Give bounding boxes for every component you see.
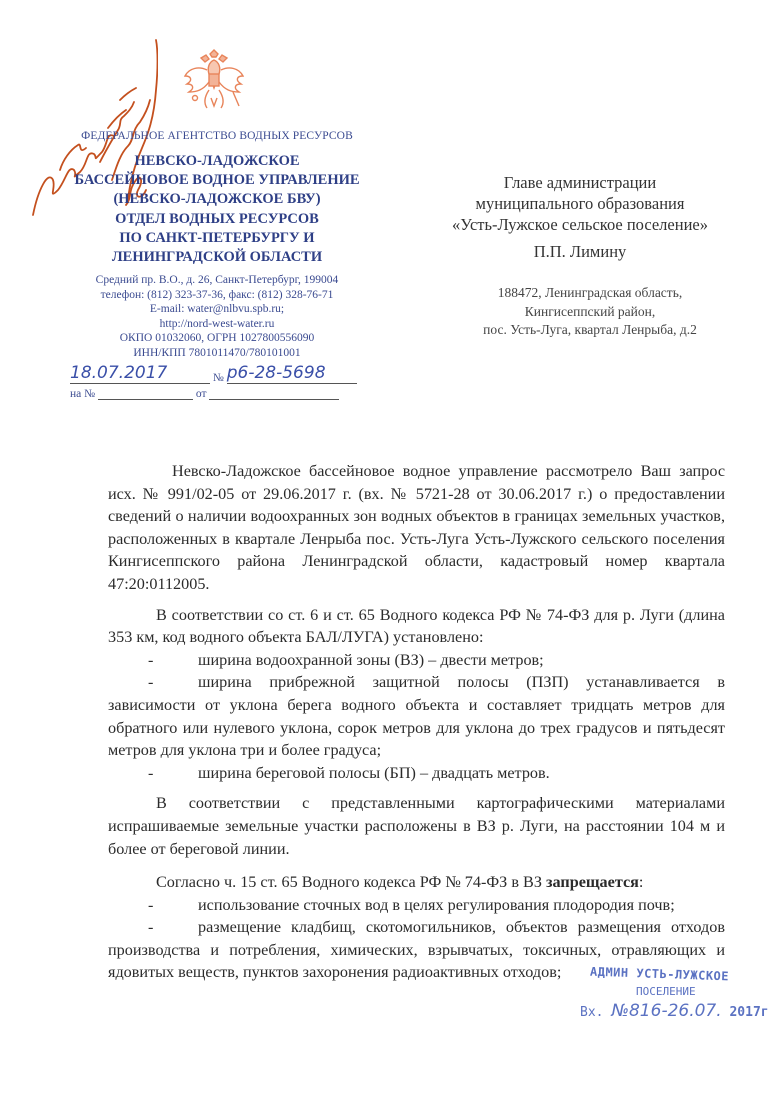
dept-line: ОТДЕЛ ВОДНЫХ РЕСУРСОВ bbox=[115, 211, 319, 227]
recipient-title-line: «Усть-Лужское сельское поселение» bbox=[452, 215, 708, 234]
org-line: БАССЕЙНОВОЕ ВОДНОЕ УПРАВЛЕНИЕ bbox=[74, 172, 360, 188]
list-item: - использование сточных вод в целях регулирования плодородия почв; bbox=[148, 895, 675, 914]
department-name bbox=[62, 210, 372, 267]
outgoing-number-field bbox=[227, 363, 357, 384]
outgoing-date: 18.07.2017 bbox=[70, 363, 168, 383]
paragraph-legal-basis: В соответствии со ст. 6 и ст. 65 Водного кодекса РФ № 74-ФЗ для р. Луги (длина 353 км, код водного объекта БАЛ/ЛУГА) установлено: bbox=[108, 605, 725, 647]
recipient-address-line: пос. Усть-Луга, квартал Ленрыба, д.2 bbox=[483, 322, 697, 337]
recipient-title-line: Главе администрации bbox=[503, 173, 657, 192]
reply-to-field bbox=[98, 387, 193, 400]
recipient-title-line: муниципального образования bbox=[475, 194, 685, 213]
dept-line: ПО САНКТ-ПЕТЕРБУРГУ И bbox=[119, 230, 315, 246]
recipient-title bbox=[420, 172, 740, 235]
stamp-registration: Вх. №816-26.07. 2017г bbox=[580, 1001, 769, 1021]
registration-block bbox=[70, 363, 360, 403]
recipient-name: П.П. Лимину bbox=[533, 242, 627, 261]
org-line: (НЕВСКО-ЛАДОЖСКОЕ БВУ) bbox=[113, 191, 321, 207]
letter-body bbox=[108, 460, 725, 984]
paragraph-location: В соответствии с представленными картографическими материалами испрашиваемые земельные участки расположены в ВЗ р. Луги, на расстоянии 104 м и более от береговой линии. bbox=[108, 794, 725, 858]
email-line: E-mail: water@nlbvu.spb.ru; bbox=[149, 303, 285, 316]
russian-coat-of-arms-icon bbox=[183, 48, 245, 116]
list-item: - ширина водоохранной зоны (ВЗ) – двести метров; bbox=[148, 650, 544, 669]
dept-line: ЛЕНИНГРАДСКОЙ ОБЛАСТИ bbox=[111, 249, 323, 265]
website-line: http://nord-west-water.ru bbox=[159, 317, 275, 330]
outgoing-date-field bbox=[70, 363, 210, 384]
reply-from-label: от bbox=[195, 388, 207, 400]
org-line: НЕВСКО-ЛАДОЖСКОЕ bbox=[134, 153, 300, 169]
contact-block bbox=[62, 273, 372, 361]
recipient-address bbox=[450, 284, 730, 340]
address-line: Средний пр. В.О., д. 26, Санкт-Петербург, 199004 bbox=[95, 274, 339, 286]
reply-from-field bbox=[209, 387, 339, 400]
list-item: - размещение кладбищ, скотомогильников, объектов размещения отходов производства и потребления, химических, взрывчатых, токсичных, отравляющих и ядовитых веществ, пунктов захоронения радиоактивных отходов; bbox=[108, 918, 725, 982]
okpo-ogrn-line: ОКПО 01032060, ОГРН 1027800556090 bbox=[119, 332, 315, 345]
stamp-org-2: ПОСЕЛЕНИЕ bbox=[636, 985, 696, 998]
paragraph-request: Невско-Ладожское бассейновое водное управление рассмотрело Ваш запрос исх. № 991/02-05 от 29.06.2017 г. (вх. № 5721-28 от 30.06.2017 г.) о предоставлении сведений о наличии водоохранных зон водных объектов в границах земельных участков, расположенных в квартале Ленрыба пос. Усть-Луга Усть-Лужского сельского поселения Кингисеппского района Ленинградской области, кадастровый номер квартала 47:20:0112005. bbox=[108, 462, 725, 593]
paragraph-prohibitions: Согласно ч. 15 ст. 65 Водного кодекса РФ № 74-ФЗ в ВЗ запрещается: bbox=[156, 873, 644, 892]
organization-name bbox=[62, 152, 372, 209]
stamp-year: 2017г bbox=[729, 1005, 769, 1020]
stamp-number: №816-26.07. bbox=[611, 1001, 722, 1021]
number-sign: № bbox=[212, 372, 224, 384]
reply-to-label: на № bbox=[70, 388, 96, 400]
list-item: - ширина прибрежной защитной полосы (ПЗП) устанавливается в зависимости от уклона берега водного объекта и составляет тридцать метров для обратного или нулевого уклона, сорок метров для уклона до трех градусов и пятьдесят метров для уклона три и более градуса; bbox=[108, 673, 725, 760]
agency-name: ФЕДЕРАЛЬНОЕ АГЕНТСТВО ВОДНЫХ РЕСУРСОВ bbox=[81, 130, 353, 142]
list-item: - ширина береговой полосы (БП) – двадцать метров. bbox=[148, 763, 550, 782]
outgoing-number: р6-28-5698 bbox=[226, 363, 326, 383]
coat-of-arms bbox=[183, 48, 245, 116]
phone-line: телефон: (812) 323-37-36, факс: (812) 328-76-71 bbox=[100, 288, 334, 301]
recipient-address-line: 188472, Ленинградская область, bbox=[497, 285, 683, 300]
stamp-org: АДМИН УСТЬ-ЛУЖСКОЕ bbox=[589, 964, 730, 984]
recipient-address-line: Кингисеппский район, bbox=[524, 303, 656, 319]
incoming-stamp bbox=[580, 965, 770, 1040]
inn-kpp-line: ИНН/КПП 7801011470/780101001 bbox=[133, 346, 301, 359]
